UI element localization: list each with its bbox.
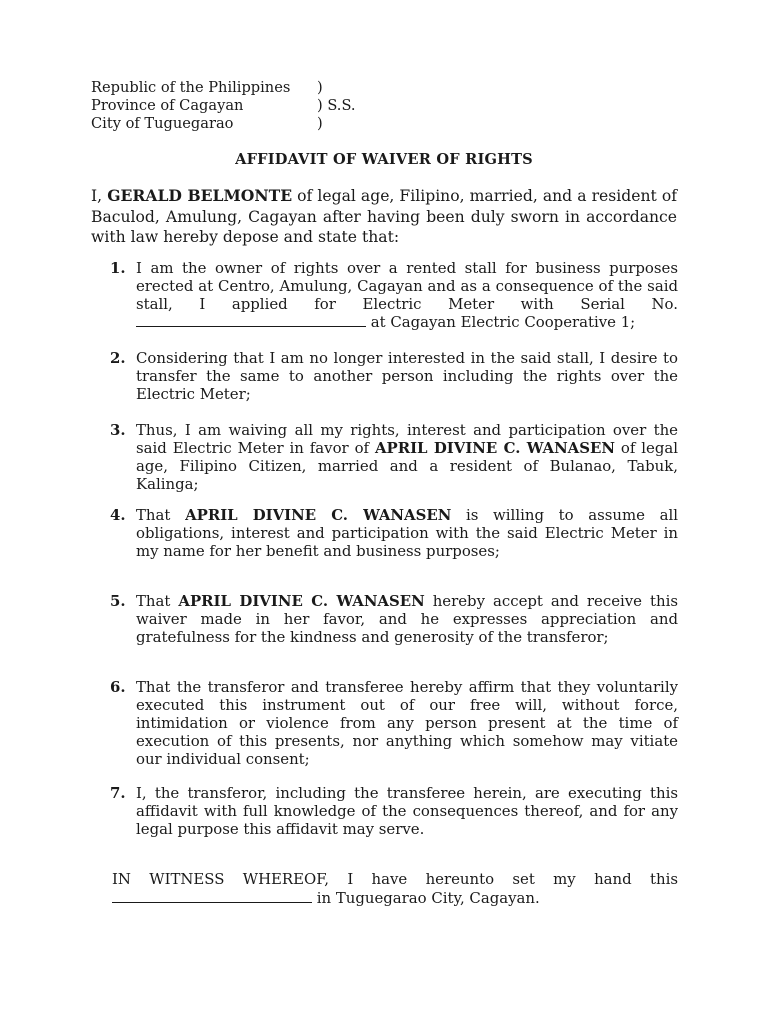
witness-clause (112, 870, 678, 908)
item-text-before: That (136, 592, 171, 610)
item-text: That the transferor and transferee hereby affirm that they voluntarily executed this instrument out of our free will, without force, intimidation or violence from any person present at the time of execution of this presents, nor anything which somehow may vitiate our individual consent; (136, 678, 678, 768)
list-item-2 (110, 349, 678, 403)
document-title: AFFIDAVIT OF WAIVER OF RIGHTS (235, 151, 533, 168)
item-text-after: is willing to assume all obligations, interest and participation with the said Electric Meter in my name for her benefit and business purposes; (136, 506, 679, 560)
item-number: 5. (110, 592, 126, 610)
witness-text: IN WITNESS WHEREOF, I have hereunto set my hand this (112, 870, 678, 888)
venue-mark: ) (317, 79, 323, 96)
item-number: 4. (110, 506, 126, 524)
item-number: 2. (110, 349, 126, 367)
item-number: 3. (110, 421, 126, 439)
item-text: Considering that I am no longer interested in the said stall, I desire to transfer the same to another person including the rights over the Electric Meter; (136, 349, 678, 403)
list-item-3 (110, 421, 678, 493)
item-number: 6. (110, 678, 126, 696)
item-number: 1. (110, 259, 126, 277)
item-number: 7. (110, 784, 126, 802)
affiant-name: GERALD BELMONTE (107, 186, 293, 205)
item-text-continued (136, 313, 678, 331)
list-item-1 (110, 259, 678, 331)
list-item-6 (110, 678, 678, 768)
intro-text: of legal age, Filipino, married, and a resident of Baculod, Amulung, Cagayan after having been duly sworn in accordance with law hereby depose and state that: (91, 187, 677, 246)
intro-lead: I, (91, 187, 103, 205)
item-text-after: of legal age, Filipino Citizen, married and a resident of Bulanao, Tabuk, Kalinga; (136, 439, 679, 493)
item-text: I, the transferor, including the transferee herein, are executing this affidavit with full knowledge of the consequences thereof, and for any legal purpose this affidavit may serve. (136, 784, 678, 838)
item-text (136, 506, 678, 560)
item-text: I am the owner of rights over a rented stall for business purposes erected at Centro, Amulung, Cagayan and as a consequence of the said stall, I applied for Electric Meter with Serial No. (136, 259, 678, 313)
venue-place: Province of Cagayan (91, 97, 244, 114)
witness-place: in Tuguegarao City, Cagayan. (316, 889, 540, 907)
item-text (136, 592, 678, 646)
witness-date-line (112, 889, 678, 908)
item-text-before: That (136, 506, 171, 524)
serial-number-blank (136, 313, 366, 327)
list-item-5 (110, 592, 678, 646)
transferee-name: APRIL DIVINE C. WANASEN (178, 592, 425, 610)
list-item-7 (110, 784, 678, 838)
item-text (136, 421, 678, 493)
venue-mark: ) S.S. (317, 97, 356, 114)
transferee-name: APRIL DIVINE C. WANASEN (185, 506, 452, 524)
intro-paragraph (91, 186, 677, 248)
transferee-name: APRIL DIVINE C. WANASEN (374, 439, 615, 457)
venue-mark: ) (317, 115, 323, 132)
list-item-4 (110, 506, 678, 560)
venue-place: City of Tuguegarao (91, 115, 234, 132)
date-blank (112, 889, 312, 903)
item-text-after: hereby accept and receive this waiver made in her favor, and he expresses appreciation and gratefulness for the kindness and generosity of the transferor; (136, 592, 678, 646)
item-text-before: Thus, I am waiving all my rights, interest and participation over the said Electric Meter in favor of (136, 421, 678, 457)
item-text-tail: at Cagayan Electric Cooperative 1; (370, 313, 636, 331)
venue-place: Republic of the Philippines (91, 79, 291, 96)
